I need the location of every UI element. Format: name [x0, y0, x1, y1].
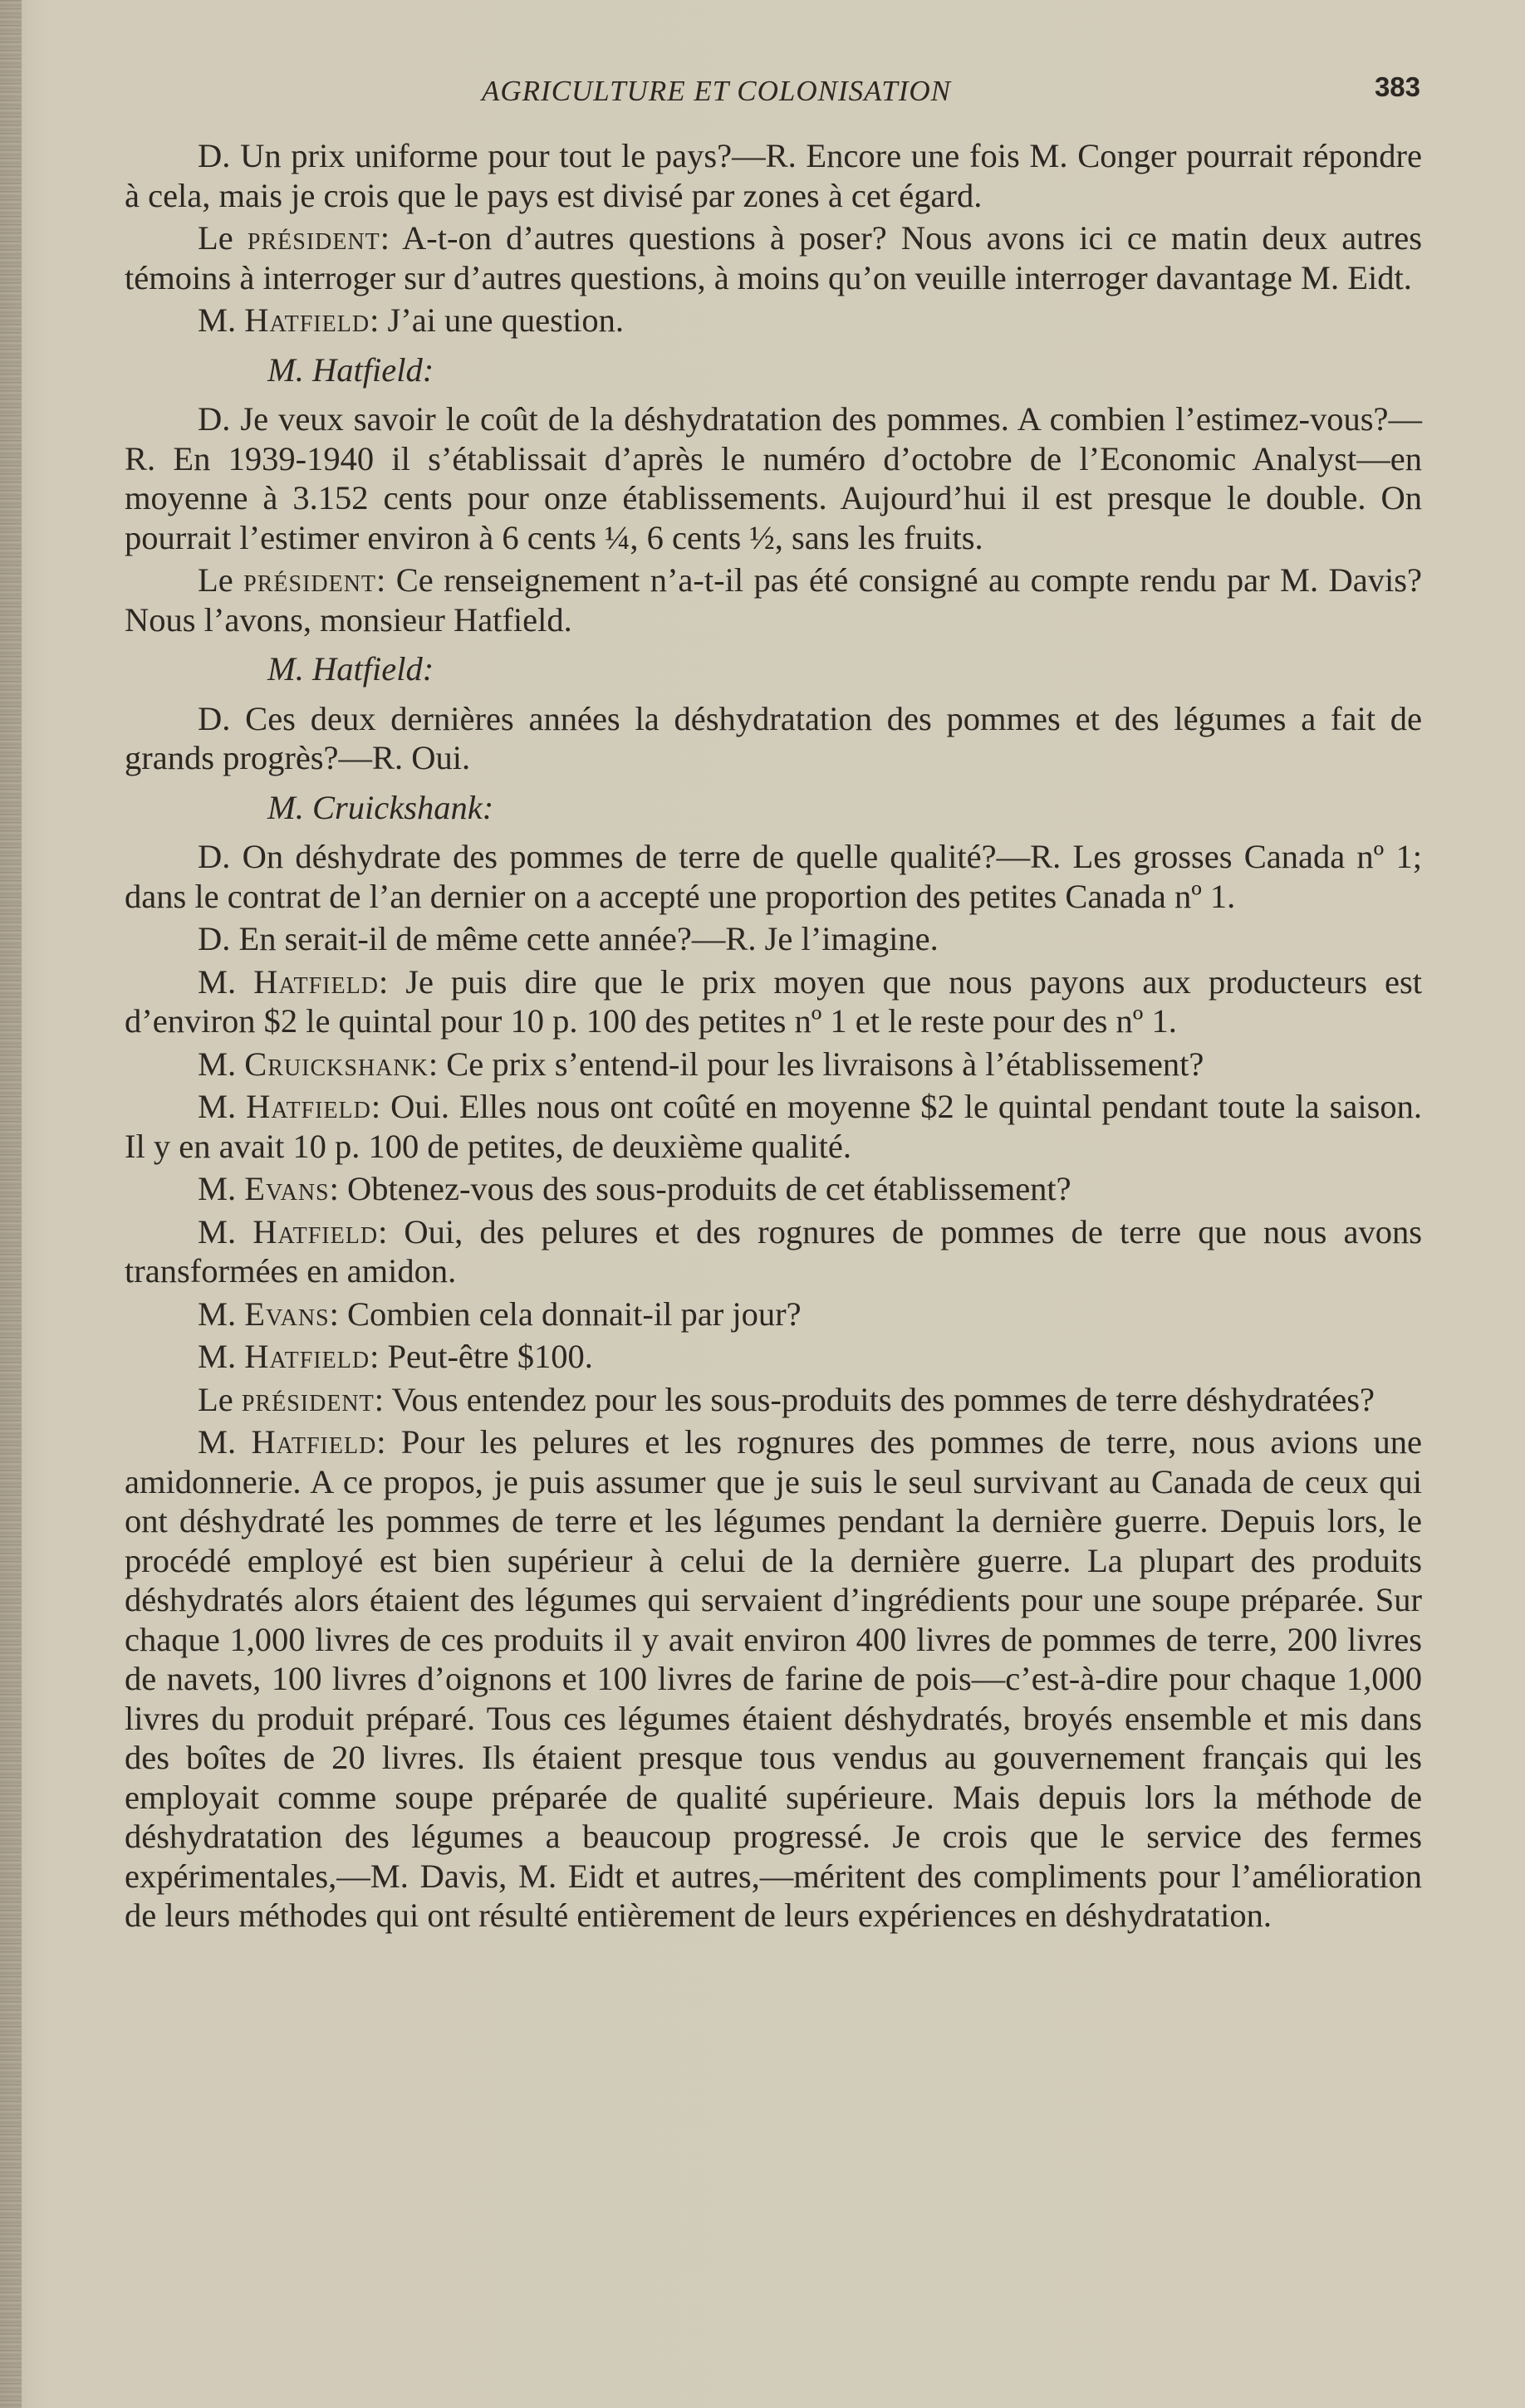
- speaker-prefix: M.: [198, 1338, 245, 1375]
- speaker-name: président: [243, 561, 377, 599]
- speaker-prefix: M.: [198, 1088, 247, 1125]
- dialogue-text: : Ce renseignement n’a-t-il pas été consigné au compte rendu par M. Davis? Nous l’avons, monsieur Hatfield.: [125, 561, 1423, 639]
- dialogue-paragraph: [125, 1422, 1422, 1936]
- dialogue-text: : Ce prix s’entend-il pour les livraisons à l’établissement?: [428, 1045, 1204, 1083]
- dialogue-text: : J’ai une question.: [370, 301, 625, 339]
- dialogue-text: : Vous entendez pour les sous-produits des pommes de terre déshydratées?: [374, 1380, 1375, 1418]
- dialogue-text: : Je puis dire que le prix moyen que nous payons aux producteurs est d’environ $2 le quintal pour 10 p. 100 des petites nº 1 et le reste pour des nº 1.: [125, 962, 1422, 1040]
- text-paragraph: D. On déshydrate des pommes de terre de quelle qualité?—R. Les grosses Canada nº 1; dans le contrat de l’an dernier on a accepté une proportion des petites Canada nº 1.: [125, 838, 1422, 915]
- speaker-prefix: M.: [198, 1045, 245, 1083]
- speaker-name: Hatfield: [253, 962, 379, 1001]
- speaker-prefix: M.: [198, 301, 245, 339]
- speaker-name: Hatfield: [244, 301, 370, 339]
- dialogue-paragraph: [125, 1380, 1422, 1420]
- speaker-prefix: Le: [198, 219, 248, 257]
- speaker-prefix: Le: [198, 561, 244, 599]
- dialogue-text: : Pour les pelures et les rognures des pommes de terre, nous avions une amidonnerie. A ce propos, je puis assumer que je suis le seul survivant au Canada de ceux qui ont déshydraté les pommes de terre et les légumes pendant la dernière guerre. Depuis lors, le procédé employé est bien supérieur à celui de la dernière guerre. La plupart des produits déshydratés alors étaient des légumes qui servaient d’ingrédients pour une soupe préparée. Sur chaque 1,000 livres de ces produits il y avait environ 400 livres de pommes de terre, 200 livres de navets, 100 livres d’oignons et 100 livres de farine de pois—c’est-à-dire pour chaque 1,000 livres du produit préparé. Tous ces légumes étaient déshydratés, broyés ensemble et mis dans des boîtes de 20 livres. Ils étaient presque tous vendus au gouvernement français qui les employait comme soupe préparée de qualité supérieure. Mais depuis lors la méthode de déshydratation des légumes a beaucoup progressé. Je crois que le service des fermes expérimentales,—M. Davis, M. Eidt et autres,—méritent des compliments pour l’amélioration de leurs méthodes qui ont résulté entièrement de leurs expériences en déshydratation.: [125, 1423, 1422, 1934]
- dialogue-paragraph: [125, 1337, 1422, 1377]
- text-paragraph: D. Un prix uniforme pour tout le pays?—R. Encore une fois M. Conger pourrait répondre à cela, mais je crois que le pays est divisé par zones à cet égard.: [125, 137, 1422, 214]
- text-paragraph: D. En serait-il de même cette année?—R. Je l’imagine.: [198, 920, 939, 957]
- dialogue-paragraph: [125, 301, 1422, 340]
- speaker-name: Hatfield: [244, 1338, 370, 1375]
- text-paragraph: D. Ces deux dernières années la déshydratation des pommes et des légumes a fait de grands progrès?—R. Oui.: [125, 699, 1422, 776]
- dialogue-paragraph: [125, 1212, 1422, 1291]
- dialogue-paragraph: [125, 962, 1422, 1041]
- dialogue-paragraph: [125, 1087, 1422, 1166]
- speaker-heading: M. Hatfield:: [267, 350, 434, 389]
- speaker-name: Hatfield: [253, 1212, 379, 1250]
- dialogue-paragraph: [125, 1295, 1422, 1334]
- text-paragraph: D. Je veux savoir le coût de la déshydratation des pommes. A combien l’estimez-vous?—R. En 1939-1940 il s’établissait d’après le numéro d’octobre de l’Economic Analyst—en moyenne à 3.152 cents pour onze établissements. Aujourd’hui il est presque le double. On pourrait l’estimer environ à 6 cents ¼, 6 cents ½, sans les fruits.: [125, 400, 1422, 556]
- running-title: AGRICULTURE ET COLONISATION: [482, 75, 951, 107]
- page-header: [125, 71, 1420, 121]
- dialogue-text: : Combien cela donnait-il par jour?: [329, 1295, 802, 1333]
- speaker-name: Evans: [244, 1170, 330, 1207]
- dialogue-text: : Oui, des pelures et des rognures de pommes de terre que nous avons transformées en amidon.: [125, 1212, 1422, 1290]
- dialogue-paragraph: [125, 1045, 1422, 1084]
- dialogue-paragraph: [125, 1169, 1422, 1209]
- speaker-prefix: M.: [198, 1212, 253, 1250]
- speaker-name: Hatfield: [246, 1088, 371, 1125]
- speaker-heading: M. Hatfield:: [267, 650, 434, 688]
- dialogue-text: : Peut-être $100.: [370, 1338, 593, 1375]
- speaker-heading: M. Cruickshank:: [267, 788, 494, 826]
- speaker-prefix: M.: [198, 1295, 245, 1333]
- speaker-prefix: M.: [198, 1423, 252, 1461]
- speaker-name: Hatfield: [251, 1423, 377, 1461]
- dialogue-text: : Obtenez-vous des sous-produits de cet établissement?: [329, 1170, 1071, 1207]
- body-text: [125, 136, 1422, 1939]
- speaker-name: président: [247, 219, 380, 257]
- dialogue-text: : A-t-on d’autres questions à poser? Nous avons ici ce matin deux autres témoins à interroger sur d’autres questions, à moins qu’on veuille interroger davantage M. Eidt.: [125, 219, 1422, 296]
- book-spine-edge: [0, 0, 22, 2408]
- speaker-prefix: Le: [198, 1380, 242, 1418]
- dialogue-paragraph: [125, 560, 1422, 639]
- page-number: 383: [1374, 71, 1420, 102]
- dialogue-paragraph: [125, 218, 1422, 297]
- speaker-prefix: M.: [198, 1170, 245, 1207]
- dialogue-text: : Oui. Elles nous ont coûté en moyenne $2 le quintal pendant toute la saison. Il y en avait 10 p. 100 de petites, de deuxième qualité.: [125, 1088, 1422, 1165]
- speaker-name: Evans: [244, 1295, 330, 1333]
- speaker-name: président: [241, 1380, 375, 1418]
- speaker-name: Cruickshank: [244, 1045, 429, 1083]
- speaker-prefix: M.: [198, 962, 254, 1001]
